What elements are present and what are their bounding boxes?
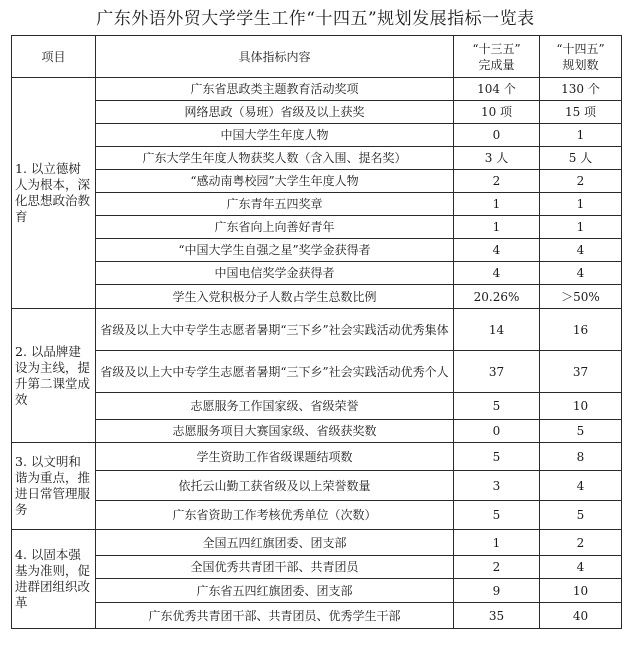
plan-cell: 15 项 [540, 101, 622, 124]
done-cell: 9 [454, 579, 540, 603]
header-done-line1: “十三五” [472, 41, 521, 56]
header-project: 项目 [12, 36, 96, 78]
done-cell: 5 [454, 393, 540, 420]
header-plan-line1: “十四五” [556, 41, 605, 56]
header-plan-line2: 规划数 [562, 57, 599, 72]
plan-cell: 4 [540, 556, 622, 579]
table-row [12, 170, 622, 193]
done-cell: 2 [454, 556, 540, 579]
indicator-cell: 志愿服务工作国家级、省级荣誉 [96, 393, 454, 420]
indicator-cell: 省级及以上大中专学生志愿者暑期“三下乡”社会实践活动优秀个人 [96, 351, 454, 393]
indicator-cell: 依托云山勤工获省级及以上荣誉数量 [96, 471, 454, 501]
plan-cell: 1 [540, 193, 622, 216]
done-cell: 104 个 [454, 78, 540, 101]
plan-cell: 4 [540, 262, 622, 285]
table-row [12, 285, 622, 309]
indicator-cell: “中国大学生自强之星”奖学金获得者 [96, 239, 454, 262]
table-row [12, 530, 622, 556]
header-indicator: 具体指标内容 [96, 36, 454, 78]
plan-cell: 10 [540, 393, 622, 420]
indicator-cell: 中国大学生年度人物 [96, 124, 454, 147]
plan-cell: 1 [540, 124, 622, 147]
indicator-cell: 广东大学生年度人物获奖人数（含入围、提名奖） [96, 147, 454, 170]
done-cell: 4 [454, 262, 540, 285]
indicator-cell: “感动南粤校园”大学生年度人物 [96, 170, 454, 193]
indicator-cell: 志愿服务项目大赛国家级、省级获奖数 [96, 420, 454, 443]
header-plan [540, 36, 622, 78]
plan-cell: ＞50% [540, 285, 622, 309]
table-row [12, 501, 622, 530]
group-3-project: 3. 以文明和谐为重点，推进日常管理服务 [12, 443, 96, 530]
indicator-cell: 广东青年五四奖章 [96, 193, 454, 216]
plan-cell: 4 [540, 239, 622, 262]
indicator-cell: 学生资助工作省级课题结项数 [96, 443, 454, 471]
done-cell: 20.26% [454, 285, 540, 309]
table-row [12, 216, 622, 239]
done-cell: 35 [454, 603, 540, 629]
plan-cell: 2 [540, 170, 622, 193]
plan-cell: 130 个 [540, 78, 622, 101]
indicator-cell: 全国优秀共青团干部、共青团员 [96, 556, 454, 579]
plan-cell: 2 [540, 530, 622, 556]
done-cell: 2 [454, 170, 540, 193]
indicator-cell: 广东省向上向善好青年 [96, 216, 454, 239]
indicator-cell: 广东省思政类主题教育活动奖项 [96, 78, 454, 101]
plan-cell: 5 [540, 501, 622, 530]
indicator-cell: 省级及以上大中专学生志愿者暑期“三下乡”社会实践活动优秀集体 [96, 309, 454, 351]
done-cell: 3 人 [454, 147, 540, 170]
header-done-line2: 完成量 [478, 57, 515, 72]
done-cell: 1 [454, 530, 540, 556]
table-row [12, 124, 622, 147]
plan-cell: 5 人 [540, 147, 622, 170]
plan-cell: 8 [540, 443, 622, 471]
table-row [12, 147, 622, 170]
plan-cell: 40 [540, 603, 622, 629]
plan-cell: 1 [540, 216, 622, 239]
table-row [12, 556, 622, 579]
table-row [12, 351, 622, 393]
table-header [12, 36, 622, 78]
indicator-cell: 网络思政（易班）省级及以上获奖 [96, 101, 454, 124]
indicator-cell: 全国五四红旗团委、团支部 [96, 530, 454, 556]
table-row [12, 78, 622, 101]
table-row [12, 239, 622, 262]
plan-cell: 10 [540, 579, 622, 603]
table-row [12, 579, 622, 603]
document-title: 广东外语外贸大学学生工作“十四五”规划发展指标一览表 [96, 9, 535, 29]
group-4-project: 4. 以固本强基为准则，促进群团组织改革 [12, 530, 96, 629]
header-done [454, 36, 540, 78]
done-cell: 37 [454, 351, 540, 393]
done-cell: 0 [454, 420, 540, 443]
plan-cell: 4 [540, 471, 622, 501]
done-cell: 4 [454, 239, 540, 262]
indicator-cell: 广东省资助工作考核优秀单位（次数） [96, 501, 454, 530]
indicator-cell: 广东省五四红旗团委、团支部 [96, 579, 454, 603]
done-cell: 3 [454, 471, 540, 501]
done-cell: 5 [454, 443, 540, 471]
group-2-project: 2. 以品牌建设为主线，提升第二课堂成效 [12, 309, 96, 443]
table-row [12, 471, 622, 501]
table-row [12, 193, 622, 216]
done-cell: 5 [454, 501, 540, 530]
done-cell: 1 [454, 193, 540, 216]
done-cell: 10 项 [454, 101, 540, 124]
done-cell: 14 [454, 309, 540, 351]
indicator-table [11, 35, 622, 629]
table-row [12, 101, 622, 124]
indicator-cell: 学生入党积极分子人数占学生总数比例 [96, 285, 454, 309]
table-body [12, 78, 622, 629]
plan-cell: 5 [540, 420, 622, 443]
plan-cell: 16 [540, 309, 622, 351]
table-row [12, 603, 622, 629]
done-cell: 0 [454, 124, 540, 147]
table-row [12, 309, 622, 351]
group-1-project: 1. 以立德树人为根本，深化思想政治教育 [12, 78, 96, 309]
indicator-cell: 中国电信奖学金获得者 [96, 262, 454, 285]
done-cell: 1 [454, 216, 540, 239]
table-row [12, 262, 622, 285]
table-row [12, 420, 622, 443]
indicator-cell: 广东优秀共青团干部、共青团员、优秀学生干部 [96, 603, 454, 629]
table-row [12, 443, 622, 471]
plan-cell: 37 [540, 351, 622, 393]
table-row [12, 393, 622, 420]
